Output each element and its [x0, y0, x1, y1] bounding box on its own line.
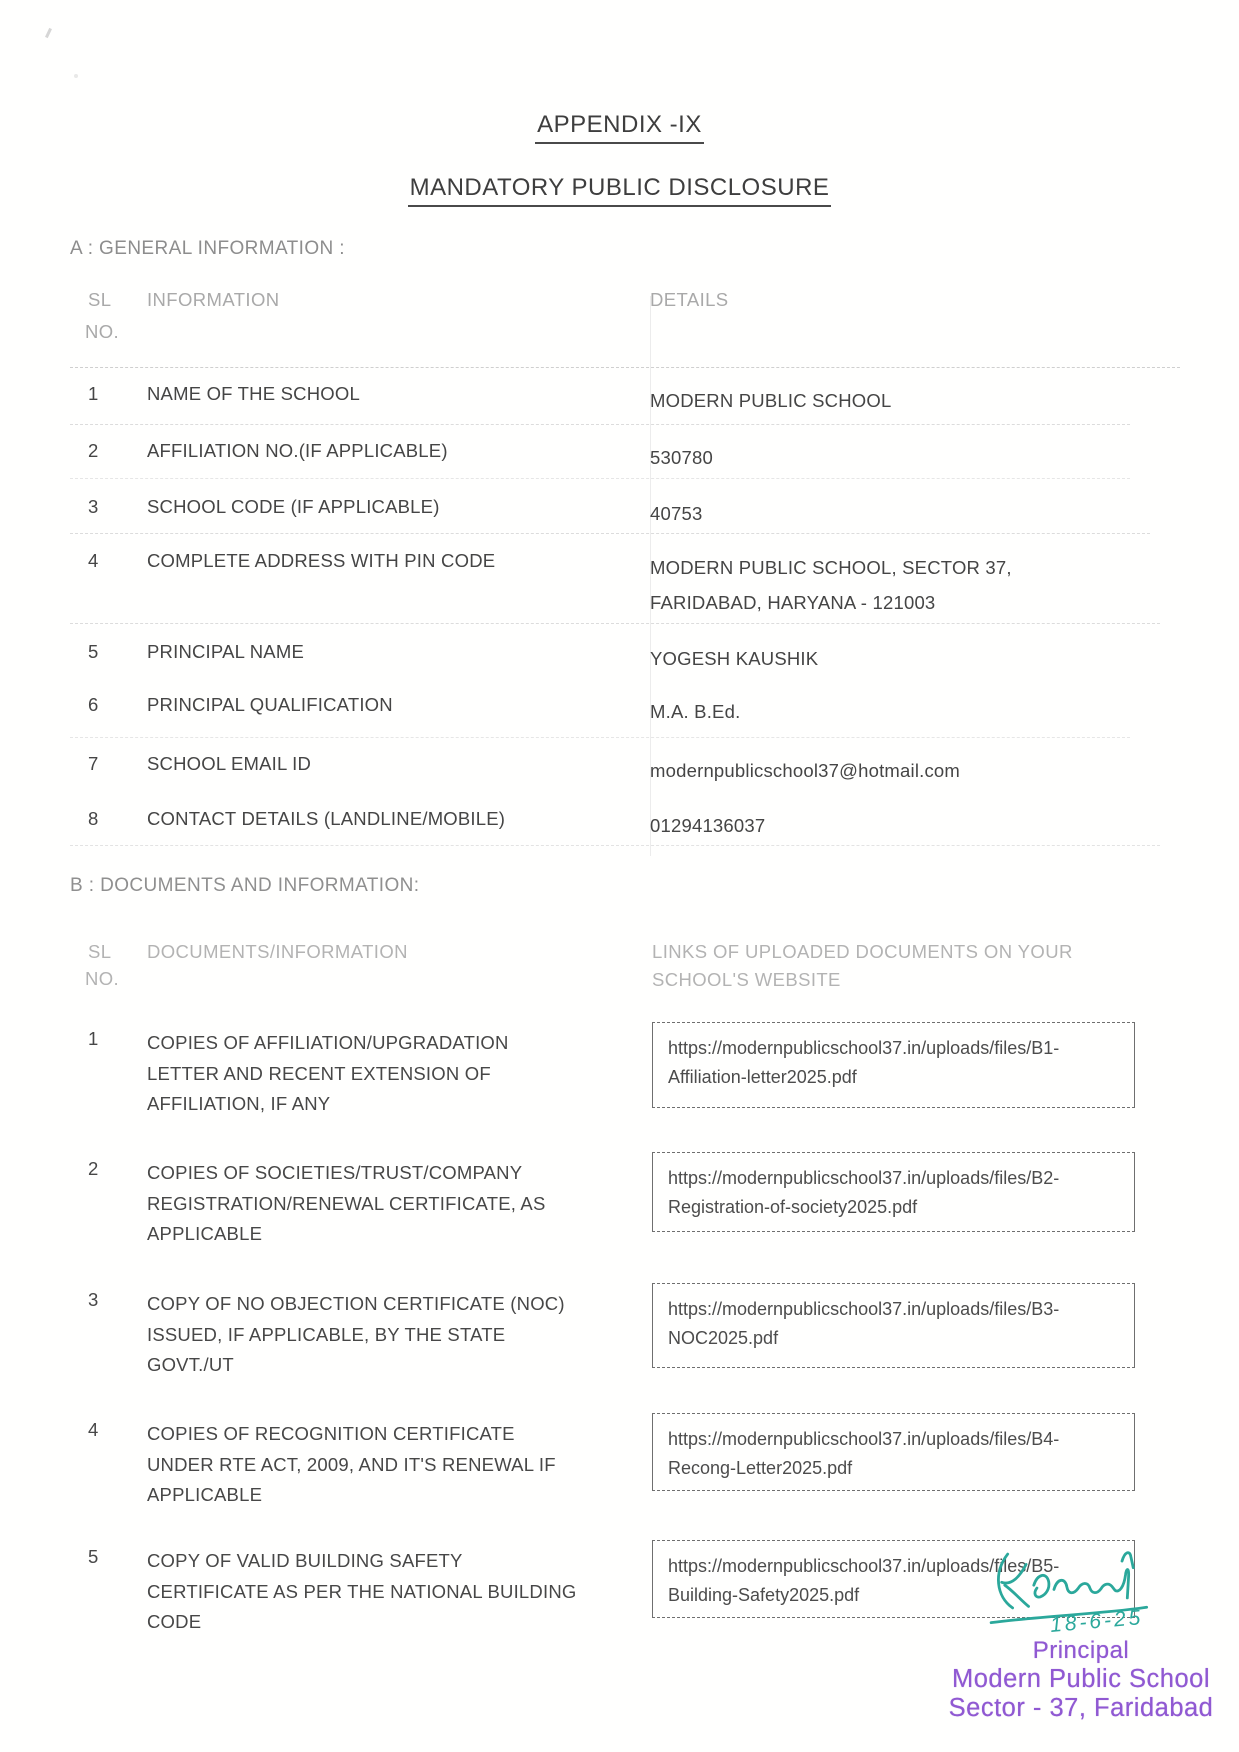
- row-label: SCHOOL EMAIL ID: [147, 753, 312, 774]
- description-line: COPY OF NO OBJECTION CERTIFICATE (NOC): [147, 1293, 565, 1314]
- row-label: COMPLETE ADDRESS WITH PIN CODE: [147, 550, 496, 571]
- row-value: M.A. B.Ed.: [650, 701, 741, 722]
- document-description: [147, 1289, 617, 1381]
- row-number: 4: [88, 550, 99, 571]
- appendix-title: APPENDIX -IX: [0, 111, 1239, 144]
- row-label: CONTACT DETAILS (LANDLINE/MOBILE): [147, 808, 506, 829]
- col-header-sl: SL: [88, 289, 112, 310]
- row-value: 530780: [650, 447, 713, 468]
- link-line: https://modernpublicschool37.in/uploads/files/B1-: [668, 1038, 1060, 1058]
- row-value: 01294136037: [650, 815, 766, 836]
- link-line: https://modernpublicschool37.in/uploads/files/B5-: [668, 1556, 1060, 1576]
- description-line: GOVT./UT: [147, 1354, 234, 1375]
- row-value-line: MODERN PUBLIC SCHOOL, SECTOR 37,: [650, 557, 1012, 578]
- table-line: [70, 424, 1130, 425]
- document-link: [668, 1425, 1120, 1483]
- description-line: ISSUED, IF APPLICABLE, BY THE STATE: [147, 1323, 506, 1345]
- stamp-school-name: Modern Public School: [951, 1665, 1211, 1693]
- table-line: [70, 533, 1150, 534]
- page-title: MANDATORY PUBLIC DISCLOSURE: [0, 174, 1239, 207]
- row-value: YOGESH KAUSHIK: [650, 648, 819, 669]
- col-header-no: NO.: [85, 968, 120, 989]
- row-number: 2: [88, 440, 99, 461]
- row-number: 6: [88, 694, 99, 715]
- link-line: Registration-of-society2025.pdf: [668, 1197, 918, 1217]
- row-number: 8: [88, 808, 99, 829]
- row-number: 5: [88, 1546, 99, 1567]
- col-header-links-line1: LINKS OF UPLOADED DOCUMENTS ON YOUR: [652, 941, 1073, 962]
- table-line: [70, 478, 1130, 479]
- document-description: [147, 1546, 617, 1638]
- description-line: COPY OF VALID BUILDING SAFETY: [147, 1550, 463, 1571]
- row-label: PRINCIPAL QUALIFICATION: [147, 694, 393, 715]
- document-description: [147, 1028, 617, 1120]
- document-link-box: [652, 1152, 1135, 1232]
- row-value: [650, 550, 1130, 620]
- description-line: LETTER AND RECENT EXTENSION OF: [147, 1062, 491, 1084]
- link-line: https://modernpublicschool37.in/uploads/files/B2-: [668, 1168, 1060, 1188]
- col-header-details: DETAILS: [650, 289, 729, 310]
- document-link-box: [652, 1022, 1135, 1108]
- row-value: MODERN PUBLIC SCHOOL: [650, 390, 892, 411]
- document-description: [147, 1419, 617, 1511]
- table-line: [70, 845, 1160, 846]
- stamp-school-address: Sector - 37, Faridabad: [948, 1694, 1214, 1722]
- row-number: 3: [88, 496, 99, 517]
- row-value: modernpublicschool37@hotmail.com: [650, 760, 961, 781]
- col-header-information: INFORMATION: [147, 289, 280, 310]
- row-label: PRINCIPAL NAME: [147, 641, 304, 662]
- link-line: https://modernpublicschool37.in/uploads/files/B4-: [668, 1429, 1060, 1449]
- description-line: APPLICABLE: [147, 1484, 263, 1505]
- col-header-links-line2: SCHOOL'S WEBSITE: [652, 969, 841, 990]
- description-line: APPLICABLE: [147, 1223, 263, 1244]
- row-value: 40753: [650, 503, 703, 524]
- description-line: REGISTRATION/RENEWAL CERTIFICATE, AS: [147, 1192, 546, 1214]
- document-link-box: [652, 1283, 1135, 1368]
- link-line: Building-Safety2025.pdf: [668, 1585, 860, 1605]
- document-description: [147, 1158, 617, 1250]
- col-header-documents-information: DOCUMENTS/INFORMATION: [147, 941, 408, 962]
- section-a-heading: A : GENERAL INFORMATION :: [70, 238, 345, 259]
- scan-speck: [45, 28, 52, 38]
- link-line: Recong-Letter2025.pdf: [668, 1458, 853, 1478]
- col-header-sl: SL: [88, 941, 112, 962]
- row-number: 4: [88, 1419, 99, 1440]
- row-number: 1: [88, 383, 99, 404]
- row-number: 1: [88, 1028, 99, 1049]
- row-label: SCHOOL CODE (IF APPLICABLE): [147, 496, 440, 517]
- description-line: UNDER RTE ACT, 2009, AND IT'S RENEWAL IF: [147, 1453, 556, 1475]
- document-link: [668, 1164, 1120, 1222]
- row-label: NAME OF THE SCHOOL: [147, 383, 360, 404]
- signature-date: 18-6-25: [1049, 1605, 1145, 1638]
- document-link: [668, 1295, 1120, 1353]
- row-number: 2: [88, 1158, 99, 1179]
- description-line: COPIES OF AFFILIATION/UPGRADATION: [147, 1032, 509, 1053]
- row-number: 3: [88, 1289, 99, 1310]
- row-label: AFFILIATION NO.(IF APPLICABLE): [147, 440, 448, 461]
- description-line: COPIES OF SOCIETIES/TRUST/COMPANY: [147, 1162, 523, 1183]
- link-line: Affiliation-letter2025.pdf: [668, 1067, 857, 1087]
- section-b-heading: B : DOCUMENTS AND INFORMATION:: [70, 875, 420, 896]
- stamp-title: Principal: [1032, 1637, 1130, 1664]
- table-line: [70, 367, 1180, 368]
- description-line: CODE: [147, 1611, 202, 1632]
- table-line: [70, 623, 1160, 624]
- row-value-line: FARIDABAD, HARYANA - 121003: [650, 592, 936, 613]
- description-line: AFFILIATION, IF ANY: [147, 1093, 331, 1114]
- row-number: 5: [88, 641, 99, 662]
- description-line: COPIES OF RECOGNITION CERTIFICATE: [147, 1423, 515, 1444]
- document-link-box: [652, 1413, 1135, 1491]
- principal-stamp: [922, 1636, 1239, 1723]
- col-header-no: NO.: [85, 321, 120, 342]
- link-line: https://modernpublicschool37.in/uploads/files/B3-: [668, 1299, 1060, 1319]
- table-line: [70, 737, 1130, 738]
- row-number: 7: [88, 753, 99, 774]
- scan-speck: [74, 74, 78, 78]
- description-line: CERTIFICATE AS PER THE NATIONAL BUILDING: [147, 1580, 577, 1602]
- document-link: [668, 1034, 1120, 1092]
- link-line: NOC2025.pdf: [668, 1328, 779, 1348]
